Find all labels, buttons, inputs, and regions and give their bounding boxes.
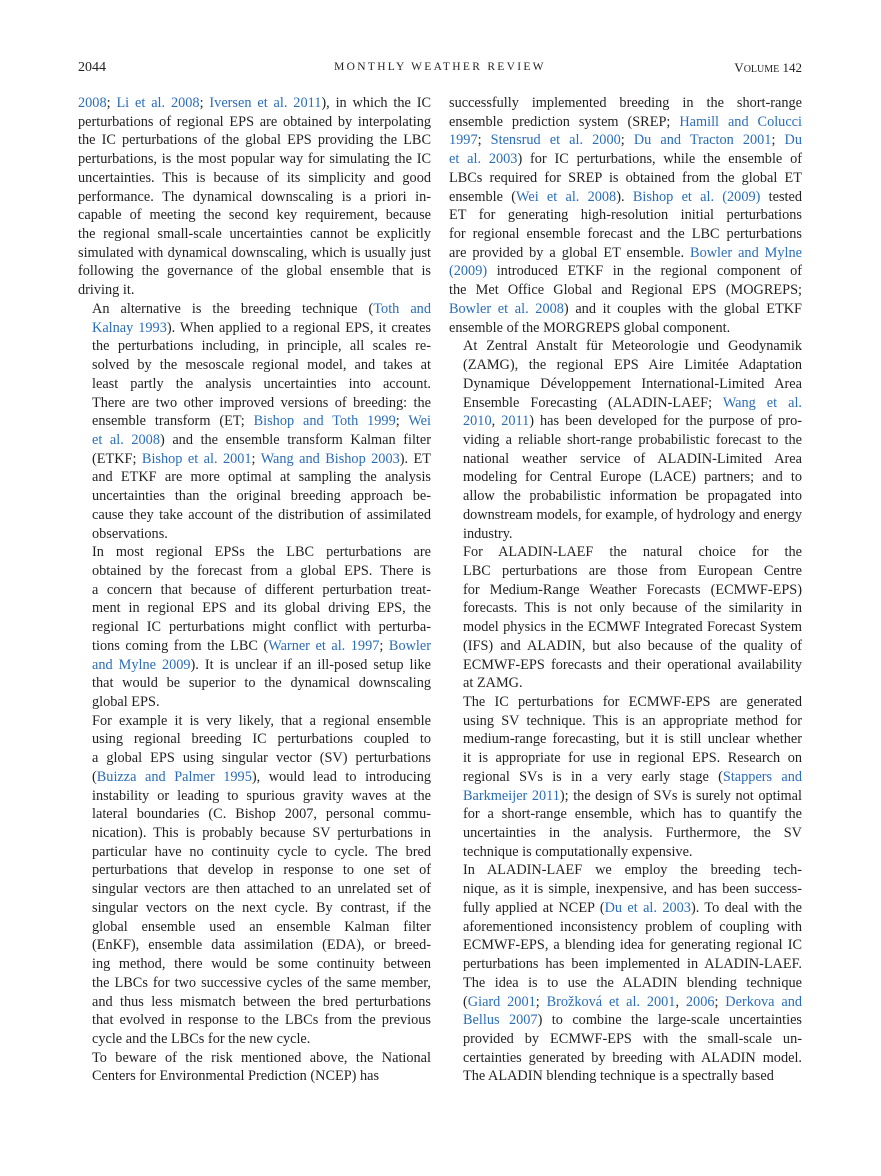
text-run: solved by the mesoscale regional model, and takes at xyxy=(92,357,431,374)
text-line xyxy=(78,693,431,712)
text-run: ), in which the IC xyxy=(321,95,431,111)
text-run: In most regional EPSs the LBC perturbations are xyxy=(92,544,431,561)
text-line xyxy=(78,394,431,413)
text-line xyxy=(78,674,431,693)
journal-title: MONTHLY WEATHER REVIEW xyxy=(334,61,546,73)
citation-link[interactable]: Bellus 2007 xyxy=(463,1012,538,1029)
text-run: and thus less mismatch between the bred perturbations xyxy=(92,993,431,1010)
citation-link[interactable]: 2010 xyxy=(463,413,492,430)
citation-link[interactable]: Derkova and xyxy=(725,993,802,1010)
text-run: ( xyxy=(463,993,468,1010)
text-line xyxy=(78,150,431,169)
text-line xyxy=(449,244,802,263)
text-line xyxy=(449,974,802,993)
text-line xyxy=(78,656,431,675)
text-run: ). It is unclear if an ill-posed setup like xyxy=(190,656,431,673)
text-run: lateral boundaries (C. Bishop 2007, personal commu- xyxy=(92,806,431,823)
text-run: Centers for Environmental Prediction (NCEP) has xyxy=(92,1068,380,1085)
citation-link[interactable]: Bishop and Toth 1999 xyxy=(253,413,396,430)
text-run: fully applied at NCEP ( xyxy=(463,899,605,916)
text-run: a concern that because of different perturbation treat- xyxy=(92,581,431,598)
text-line xyxy=(449,431,802,450)
text-run: the IC perturbations of the global EPS providing the LBC xyxy=(78,132,431,149)
paragraph xyxy=(449,94,802,337)
text-run: a global EPS using singular vector (SV) perturbations xyxy=(92,750,431,767)
text-line xyxy=(449,1011,802,1030)
text-line xyxy=(78,824,431,843)
text-run: ) to combine the large-scale uncertainties xyxy=(537,1012,802,1029)
text-line xyxy=(78,712,431,731)
text-line xyxy=(449,225,802,244)
citation-link[interactable]: Iversen et al. 2011 xyxy=(209,95,322,111)
citation-link[interactable]: and Mylne 2009 xyxy=(92,656,191,673)
text-line xyxy=(449,1049,802,1068)
paragraph xyxy=(449,861,802,1086)
left-column xyxy=(78,94,431,1086)
text-line xyxy=(449,880,802,899)
paragraph xyxy=(78,300,431,543)
text-line xyxy=(449,468,802,487)
text-run: ; xyxy=(379,637,389,654)
text-line xyxy=(78,1011,431,1030)
text-run: ) and the ensemble transform Kalman filter xyxy=(159,431,431,448)
text-run: ment in regional EPS and its global driving EPS, the xyxy=(92,600,431,617)
text-line xyxy=(449,581,802,600)
text-line xyxy=(78,993,431,1012)
paragraph xyxy=(78,712,431,1049)
text-run: the perturbations including, in principle, all scales re- xyxy=(92,338,431,355)
text-line xyxy=(449,805,802,824)
text-run: ). When applied to a regional EPS, it creates xyxy=(166,319,431,336)
text-run: LBC perturbations are those from European Centre xyxy=(463,562,802,579)
text-line xyxy=(449,955,802,974)
text-run: An alternative is the breeding technique ( xyxy=(92,300,374,317)
citation-link[interactable]: Toth and xyxy=(373,300,431,317)
text-line xyxy=(449,506,802,525)
text-line xyxy=(449,993,802,1012)
text-run: (EnKF), ensemble data assimilation (EDA), or breed- xyxy=(92,937,431,954)
text-run: nique, as it is simple, inexpensive, and has been success- xyxy=(463,881,802,898)
text-line xyxy=(78,131,431,150)
text-run: allow the probabilistic information be propagated into xyxy=(463,488,802,505)
text-run: observations. xyxy=(92,525,168,542)
text-run: ; xyxy=(477,132,491,149)
citation-link[interactable]: Li et al. 2008 xyxy=(116,95,200,111)
text-run: ensemble transform (ET; xyxy=(92,413,254,430)
text-run: ; xyxy=(535,993,547,1010)
text-line xyxy=(78,225,431,244)
text-line xyxy=(449,450,802,469)
text-line xyxy=(449,918,802,937)
text-run: and ETKF are more optimal at sampling the analysis xyxy=(92,469,431,486)
text-line xyxy=(449,169,802,188)
text-run: ), would lead to introducing xyxy=(251,768,431,785)
text-line xyxy=(78,899,431,918)
text-run: ensemble of the MORGREPS global component. xyxy=(449,319,731,336)
text-line xyxy=(78,1030,431,1049)
text-line xyxy=(449,712,802,731)
text-line xyxy=(78,450,431,469)
text-run: performance. The dynamical downscaling is a priori in- xyxy=(78,188,431,205)
text-run: ; xyxy=(771,132,785,149)
text-run: provided by ECMWF-EPS with the small-scale un- xyxy=(463,1030,802,1047)
text-run: downstream models, for example, of hydrology and energy xyxy=(463,506,802,523)
text-line xyxy=(78,487,431,506)
text-run: industry. xyxy=(463,525,513,542)
text-line xyxy=(449,262,802,281)
text-run: ; xyxy=(620,132,634,149)
citation-link[interactable]: Bishop et al. (2009) xyxy=(632,188,761,205)
running-header xyxy=(78,60,802,80)
text-line xyxy=(449,787,802,806)
text-run: that evolved in response to the LBCs from the previous xyxy=(92,1012,431,1029)
text-line xyxy=(449,487,802,506)
citation-link[interactable]: Wei et al. 2008 xyxy=(516,188,617,205)
text-line xyxy=(449,637,802,656)
text-run: ing method, there would be some continuity between xyxy=(92,956,431,973)
text-run: ). xyxy=(616,188,633,205)
text-line xyxy=(449,1067,802,1086)
text-line xyxy=(449,525,802,544)
text-run: that would be superior to the dynamical downscaling xyxy=(92,675,431,692)
text-run: uncertainties in the analysis. Furthermore, the SV xyxy=(463,825,802,842)
citation-link[interactable]: Bowler and Mylne xyxy=(690,244,802,261)
citation-link[interactable]: Bishop et al. 2001 xyxy=(141,450,252,467)
text-line xyxy=(78,880,431,899)
text-line xyxy=(449,843,802,862)
text-run: ( xyxy=(92,768,97,785)
text-run: particular have no continuity cycle to cycle. The bred xyxy=(92,843,431,860)
text-line xyxy=(78,300,431,319)
text-line xyxy=(78,206,431,225)
text-run: at ZAMG. xyxy=(463,675,523,692)
citation-link[interactable]: Stensrud et al. 2000 xyxy=(490,132,621,149)
text-line xyxy=(78,749,431,768)
text-line xyxy=(449,1030,802,1049)
text-line xyxy=(78,861,431,880)
text-run: For example it is very likely, that a regional ensemble xyxy=(92,712,431,729)
citation-link[interactable]: Warner et al. 1997 xyxy=(268,637,380,654)
text-run: ). To deal with the xyxy=(690,899,803,916)
citation-link[interactable]: Du and Tracton 2001 xyxy=(633,132,772,149)
text-line xyxy=(78,169,431,188)
text-line xyxy=(449,94,802,113)
volume-label: VOLUME 142 xyxy=(734,60,802,75)
text-run: forecasts. This is not only because of the similarity in xyxy=(463,600,802,617)
text-line xyxy=(78,431,431,450)
text-run: the regional small-scale uncertainties cannot be explicitly xyxy=(78,226,431,243)
text-run: regional SVs is in a very early stage ( xyxy=(463,768,723,785)
text-run: ; xyxy=(395,413,409,430)
text-run: following the governance of the global ensemble that is xyxy=(78,263,431,280)
text-line xyxy=(78,94,431,113)
text-line xyxy=(449,319,802,338)
text-line xyxy=(449,375,802,394)
text-run: ) has been developed for the purpose of pro- xyxy=(529,413,803,430)
text-run: ) for IC perturbations, while the ensemble of xyxy=(517,151,803,168)
text-run: The ALADIN blending technique is a spectrally based xyxy=(463,1068,774,1085)
text-line xyxy=(78,787,431,806)
text-run: singular vectors on the next cycle. By contrast, if the xyxy=(92,899,431,916)
text-run: global EPS. xyxy=(92,694,160,710)
citation-link[interactable]: Barkmeijer 2011 xyxy=(463,787,560,804)
text-line xyxy=(449,356,802,375)
text-run: ; xyxy=(199,95,210,111)
text-line xyxy=(449,599,802,618)
text-line xyxy=(78,805,431,824)
text-line xyxy=(449,618,802,637)
text-run: uncertainties. This is because of its simplicity and good xyxy=(78,169,431,186)
text-run: cause they take account of the distribution of assimilated xyxy=(92,506,431,523)
citation-link[interactable]: Du xyxy=(784,132,803,149)
text-line xyxy=(78,1049,431,1068)
text-run: LBCs required for SREP is obtained from the global ET xyxy=(449,169,802,186)
text-run: global ensemble used an ensemble Kalman filter xyxy=(92,918,431,935)
text-line xyxy=(78,506,431,525)
text-run: technique is computationally expensive. xyxy=(463,843,693,860)
text-run: ); the design of SVs is surely not optimal xyxy=(559,787,802,804)
text-run: In ALADIN-LAEF we employ the breeding tech- xyxy=(463,862,802,879)
citation-link[interactable]: Du et al. 2003 xyxy=(604,899,691,916)
text-run: instability or leading to spurious gravity waves at the xyxy=(92,787,431,804)
text-run: ET for generating high-resolution initial perturbations xyxy=(449,207,802,224)
text-line xyxy=(449,131,802,150)
text-line xyxy=(78,375,431,394)
text-line xyxy=(78,356,431,375)
text-run: perturbations that develop in response to one set of xyxy=(92,862,431,879)
text-run: for a short-range ensemble, which has to quantify the xyxy=(463,806,802,823)
page-number: 2044 xyxy=(78,60,106,75)
text-run: successfully implemented breeding in the short-range xyxy=(449,95,802,111)
citation-link[interactable]: Brožková et al. 2001 xyxy=(546,993,676,1010)
text-run: least partly the analysis uncertainties into account. xyxy=(92,375,431,392)
text-line xyxy=(78,1067,431,1086)
text-run: tested xyxy=(760,188,802,205)
text-line xyxy=(78,244,431,263)
citation-link[interactable]: 1997 xyxy=(449,132,478,149)
citation-link[interactable]: 2008 xyxy=(78,95,107,111)
text-run: national weather service of ALADIN-Limited Area xyxy=(463,450,802,467)
text-line xyxy=(449,337,802,356)
citation-link[interactable]: Buizza and Palmer 1995 xyxy=(96,768,252,785)
paragraph xyxy=(449,543,802,693)
text-run: For ALADIN-LAEF the natural choice for the xyxy=(463,544,802,561)
text-run: viding a reliable short-range probabilistic forecast to the xyxy=(463,431,802,448)
text-run: medium-range forecasting, but it is still unclear whether xyxy=(463,731,802,748)
text-line xyxy=(449,300,802,319)
text-line xyxy=(78,637,431,656)
citation-link[interactable]: Bowler et al. 2008 xyxy=(449,300,564,317)
text-run: (ETKF; xyxy=(92,450,142,467)
text-run: ensemble ( xyxy=(449,188,516,205)
text-run: using SV technique. This is an appropriate method for xyxy=(463,712,802,729)
text-line xyxy=(78,468,431,487)
text-line xyxy=(78,955,431,974)
text-run: modeling for Central Europe (LACE) partners; and to xyxy=(463,469,802,486)
text-line xyxy=(78,412,431,431)
text-run: ECMWF-EPS forecasts and their operational availability xyxy=(463,656,802,673)
text-line xyxy=(449,150,802,169)
text-run: uncertainties than the original breeding approach be- xyxy=(92,488,431,505)
text-line xyxy=(78,281,431,300)
text-run: regional IC perturbations might conflict with perturba- xyxy=(92,619,431,636)
text-line xyxy=(449,899,802,918)
text-line xyxy=(449,861,802,880)
text-run: simulated with dynamical downscaling, which is usually just xyxy=(78,244,431,261)
paragraph xyxy=(78,94,431,300)
text-line xyxy=(449,936,802,955)
text-run: perturbations, is the most popular way for simulating the IC xyxy=(78,151,431,168)
citation-link[interactable]: (2009) xyxy=(449,263,488,280)
citation-link[interactable]: et al. 2003 xyxy=(449,151,518,168)
text-run: obtained by the forecast from a global EPS. There is xyxy=(92,562,431,579)
text-line xyxy=(78,918,431,937)
text-run: it is appropriate for use in regional EPS. Research on xyxy=(463,750,802,767)
text-line xyxy=(449,281,802,300)
text-run: tions coming from the LBC ( xyxy=(92,637,269,654)
citation-link[interactable]: Hamill and Colucci xyxy=(679,113,802,130)
text-line xyxy=(449,693,802,712)
text-line xyxy=(78,262,431,281)
text-run: To beware of the risk mentioned above, the National xyxy=(92,1049,431,1066)
text-line xyxy=(449,188,802,207)
citation-link[interactable]: Giard 2001 xyxy=(467,993,536,1010)
text-line xyxy=(78,543,431,562)
text-line xyxy=(449,113,802,132)
text-run: for Medium-Range Weather Forecasts (ECMWF-EPS) xyxy=(463,581,802,598)
text-run: the LBCs for two successive cycles of the same member, xyxy=(92,974,431,991)
citation-link[interactable]: et al. 2008 xyxy=(92,431,160,448)
text-line xyxy=(449,824,802,843)
text-line xyxy=(78,113,431,132)
text-run: , xyxy=(491,413,502,430)
text-run: , xyxy=(675,993,686,1010)
text-line xyxy=(78,188,431,207)
citation-link[interactable]: 2006 xyxy=(685,993,715,1010)
text-line xyxy=(449,656,802,675)
text-run: (IFS) and ALADIN, but also because of the quality of xyxy=(463,637,802,654)
text-run: model physics in the ECMWF Integrated Forecast System xyxy=(463,619,802,636)
text-run: ) and it couples with the global ETKF xyxy=(563,300,802,317)
citation-link[interactable]: Bowler xyxy=(388,637,431,654)
citation-link[interactable]: Wang et al. xyxy=(722,394,802,411)
text-run: capable of meeting the second key requirement, because xyxy=(78,207,431,224)
text-line xyxy=(78,768,431,787)
text-line xyxy=(78,843,431,862)
text-run: cycle and the LBCs for the new cycle. xyxy=(92,1030,311,1047)
paragraph xyxy=(78,1049,431,1086)
text-line xyxy=(449,730,802,749)
right-column xyxy=(449,94,802,1086)
text-run: ; xyxy=(714,993,726,1010)
text-line xyxy=(78,581,431,600)
text-run: introduced ETKF in the regional component of xyxy=(487,263,802,280)
citation-link[interactable]: Wei xyxy=(408,413,431,430)
citation-link[interactable]: Kalnay 1993 xyxy=(92,319,167,336)
citation-link[interactable]: Wang and Bishop 2003 xyxy=(260,450,400,467)
text-run: The idea is to use the ALADIN blending technique xyxy=(463,974,802,991)
text-line xyxy=(78,599,431,618)
text-line xyxy=(449,768,802,787)
paragraph xyxy=(78,543,431,711)
text-run: Ensemble Forecasting (ALADIN-LAEF; xyxy=(463,394,723,411)
text-run: for regional ensemble forecast and the LBC perturbations xyxy=(449,226,802,243)
text-line xyxy=(449,394,802,413)
text-run: driving it. xyxy=(78,282,135,299)
text-line xyxy=(449,412,802,431)
text-line xyxy=(78,974,431,993)
text-run: At Zentral Anstalt für Meteorologie und Geodynamik xyxy=(463,338,802,355)
text-line xyxy=(78,936,431,955)
text-run: the Met Office Global and Regional EPS (MOGREPS; xyxy=(449,282,802,299)
text-run: certainties generated by breeding with ALADIN model. xyxy=(463,1049,802,1066)
text-run: The IC perturbations for ECMWF-EPS are generated xyxy=(463,694,802,710)
text-line xyxy=(78,337,431,356)
text-line xyxy=(78,730,431,749)
text-run: ensemble prediction system (SREP; xyxy=(449,113,680,130)
text-run: (ZAMG), the regional EPS Aire Limitée Adaptation xyxy=(463,357,802,374)
paragraph xyxy=(449,693,802,861)
text-run: ; xyxy=(106,95,117,111)
text-line xyxy=(449,674,802,693)
text-run: using regional breeding IC perturbations coupled to xyxy=(92,731,431,748)
text-line xyxy=(78,319,431,338)
text-run: aforementioned inconsistency problem of coupling with xyxy=(463,918,802,935)
text-line xyxy=(78,562,431,581)
text-run: perturbations of regional EPS are obtained by interpolating xyxy=(78,113,431,130)
citation-link[interactable]: Stappers and xyxy=(722,768,803,785)
text-line xyxy=(449,562,802,581)
text-run: ). ET xyxy=(399,450,431,467)
text-run: perturbations has been implemented in ALADIN-LAEF. xyxy=(463,956,802,973)
paragraph xyxy=(449,337,802,543)
text-run: Dynamique Développement International-Limited Area xyxy=(463,375,802,392)
text-run: singular vectors are then attached to an unrelated set of xyxy=(92,881,431,898)
text-line xyxy=(78,618,431,637)
text-run: nication). This is probably because SV perturbations in xyxy=(92,825,431,842)
text-line xyxy=(449,543,802,562)
citation-link[interactable]: 2011 xyxy=(501,413,530,430)
text-run: ; xyxy=(251,450,261,467)
text-run: ECMWF-EPS, a blending idea for generating regional IC xyxy=(463,937,802,954)
text-line xyxy=(449,749,802,768)
text-line xyxy=(449,206,802,225)
text-run: are provided by a global ET ensemble. xyxy=(449,244,691,261)
text-line xyxy=(78,525,431,544)
text-run: There are two other improved versions of breeding: the xyxy=(92,394,431,411)
